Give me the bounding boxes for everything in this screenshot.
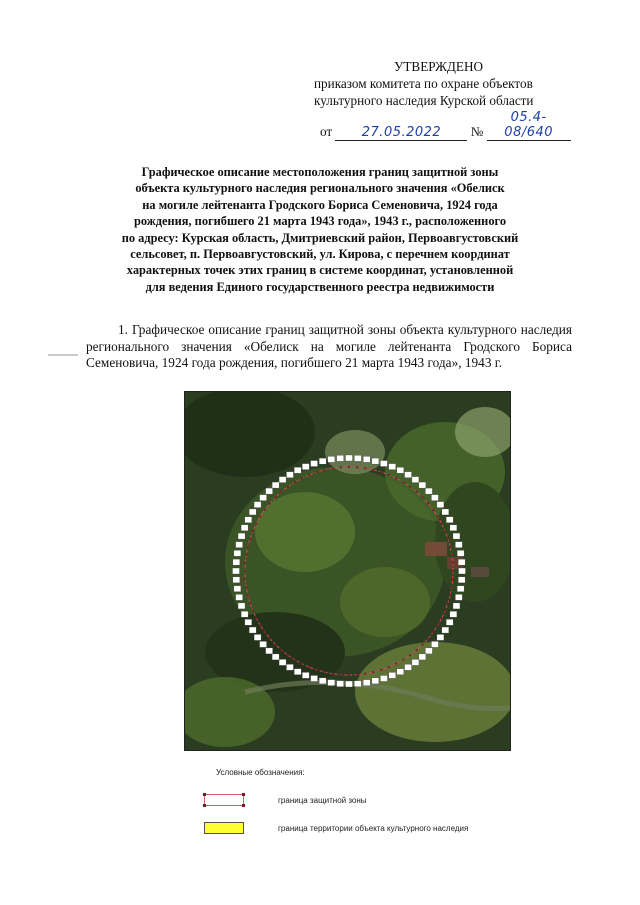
title-line: сельсовет, п. Первоавгустовский, ул. Кирова, с перечнем координат bbox=[130, 247, 510, 262]
boundary-point bbox=[451, 554, 453, 556]
point-number-label bbox=[450, 611, 457, 617]
point-number-label bbox=[363, 680, 370, 686]
approval-date-field bbox=[335, 125, 467, 141]
point-number-label bbox=[241, 525, 248, 531]
point-number-label bbox=[346, 681, 353, 687]
point-number-label bbox=[254, 634, 261, 640]
boundary-point bbox=[437, 516, 439, 518]
point-number-label bbox=[372, 458, 379, 464]
point-number-label bbox=[294, 669, 301, 675]
boundary-point bbox=[388, 474, 390, 476]
boundary-point bbox=[427, 502, 429, 504]
boundary-point bbox=[356, 674, 358, 676]
boundary-point bbox=[269, 638, 271, 640]
boundary-point bbox=[264, 509, 266, 511]
point-number-label bbox=[380, 675, 387, 681]
boundary-point bbox=[409, 654, 411, 656]
point-number-label bbox=[266, 488, 273, 494]
point-number-label bbox=[431, 495, 438, 501]
boundary-point bbox=[388, 666, 390, 668]
boundary-point bbox=[444, 530, 446, 532]
point-number-label bbox=[458, 559, 465, 565]
point-number-label bbox=[419, 654, 426, 660]
point-number-label bbox=[442, 627, 449, 633]
legend-item-heritage-territory bbox=[204, 822, 584, 836]
boundary-point bbox=[249, 538, 251, 540]
boundary-point bbox=[244, 562, 246, 564]
point-number-label bbox=[446, 517, 453, 523]
boundary-point bbox=[447, 602, 449, 604]
point-number-label bbox=[397, 669, 404, 675]
boundary-point bbox=[259, 516, 261, 518]
point-number-label bbox=[412, 477, 419, 483]
boundary-point bbox=[441, 523, 443, 525]
point-number-label bbox=[260, 495, 267, 501]
boundary-point bbox=[274, 644, 276, 646]
aerial-map bbox=[184, 391, 511, 751]
legend-label: граница территории объекта культурного наследия bbox=[278, 824, 469, 833]
title-line: по адресу: Курская область, Дмитриевский район, Первоавгустовский bbox=[121, 230, 519, 245]
point-number-label bbox=[254, 502, 261, 508]
boundary-point bbox=[294, 481, 296, 483]
point-number-label bbox=[346, 455, 353, 461]
point-number-label bbox=[354, 455, 361, 461]
boundary-point bbox=[247, 546, 249, 548]
point-number-label bbox=[294, 467, 301, 473]
point-number-label bbox=[455, 594, 462, 600]
boundary-point bbox=[301, 663, 303, 665]
boundary-point bbox=[255, 617, 257, 619]
boundary-point bbox=[316, 669, 318, 671]
boundary-point bbox=[372, 671, 374, 673]
boundary-point bbox=[245, 586, 247, 588]
point-number-label bbox=[389, 464, 396, 470]
title-line: объекта культурного наследия регионального значения «Обелиск bbox=[135, 181, 505, 196]
point-number-label bbox=[245, 517, 252, 523]
point-number-label bbox=[389, 672, 396, 678]
boundary-point bbox=[332, 467, 334, 469]
point-number-label bbox=[279, 659, 286, 665]
point-number-label bbox=[405, 664, 412, 670]
boundary-point bbox=[324, 469, 326, 471]
boundary-point bbox=[356, 466, 358, 468]
title-line: на могиле лейтенанта Гродского Бориса Семеновича, 1924 года bbox=[142, 197, 498, 212]
point-number-label bbox=[328, 680, 335, 686]
point-number-label bbox=[457, 550, 464, 556]
point-number-label bbox=[453, 533, 460, 539]
point-number-label bbox=[245, 619, 252, 625]
section-paragraph bbox=[86, 322, 572, 372]
boundary-point bbox=[451, 586, 453, 588]
title-line: рождения, погибшего 21 марта 1943 года», 1943 г., расположенного bbox=[133, 214, 507, 229]
boundary-point bbox=[427, 638, 429, 640]
boundary-point bbox=[294, 659, 296, 661]
boundary-point bbox=[402, 481, 404, 483]
document-title bbox=[60, 164, 580, 295]
boundary-point bbox=[280, 491, 282, 493]
point-number-label bbox=[450, 525, 457, 531]
point-number-label bbox=[249, 627, 256, 633]
boundary-point bbox=[308, 666, 310, 668]
point-number-label bbox=[286, 472, 293, 478]
boundary-point bbox=[247, 594, 249, 596]
point-number-label bbox=[354, 681, 361, 687]
paragraph-text: 1. Графическое описание границ защитной зоны объекта культурного наследия регионального значения «Обелиск на могиле лейтенанта Гродского Бориса Семеновича, 1924 года рождения, погибшего 21 марта 1943 года», 1943 г. bbox=[86, 322, 572, 371]
boundary-point bbox=[244, 578, 246, 580]
boundary-point bbox=[449, 546, 451, 548]
point-number-label bbox=[236, 542, 243, 548]
boundary-point bbox=[444, 610, 446, 612]
approval-number-field bbox=[487, 110, 571, 141]
boundary-point bbox=[432, 631, 434, 633]
boundary-point bbox=[416, 491, 418, 493]
boundary-point bbox=[244, 570, 246, 572]
boundary-point bbox=[422, 644, 424, 646]
point-number-label bbox=[397, 467, 404, 473]
point-number-label bbox=[442, 509, 449, 515]
point-number-label bbox=[328, 456, 335, 462]
boundary-point bbox=[409, 486, 411, 488]
boundary-point bbox=[380, 471, 382, 473]
point-number-label bbox=[272, 482, 279, 488]
point-number-label bbox=[249, 509, 256, 515]
boundary-point bbox=[441, 617, 443, 619]
point-number-label bbox=[458, 577, 465, 583]
boundary-point bbox=[372, 469, 374, 471]
boundary-point bbox=[249, 602, 251, 604]
boundary-point bbox=[364, 467, 366, 469]
point-number-label bbox=[425, 648, 432, 654]
boundary-point bbox=[348, 674, 350, 676]
point-number-label bbox=[311, 461, 318, 467]
title-line: характерных точек этих границ в системе координат, установленной bbox=[126, 263, 514, 278]
legend-title: Условные обозначения: bbox=[216, 768, 305, 777]
boundary-point bbox=[316, 471, 318, 473]
point-number-label bbox=[311, 675, 318, 681]
boundary-point bbox=[449, 594, 451, 596]
point-number-label bbox=[234, 550, 241, 556]
boundary-point bbox=[324, 671, 326, 673]
point-number-label bbox=[233, 559, 240, 565]
boundary-point bbox=[308, 474, 310, 476]
boundary-point bbox=[452, 578, 454, 580]
boundary-point bbox=[274, 496, 276, 498]
boundary-point bbox=[452, 570, 454, 572]
legend-label: граница защитной зоны bbox=[278, 796, 367, 805]
point-number-label bbox=[233, 568, 240, 574]
point-number-label bbox=[279, 477, 286, 483]
boundary-point bbox=[340, 466, 342, 468]
boundary-point bbox=[447, 538, 449, 540]
boundary-point bbox=[255, 523, 257, 525]
approval-title: УТВЕРЖДЕНО bbox=[394, 59, 484, 74]
point-number-label bbox=[337, 455, 344, 461]
boundary-point bbox=[402, 659, 404, 661]
title-line: Графическое описание местоположения границ защитной зоны bbox=[141, 165, 499, 179]
red-boundary-swatch bbox=[204, 794, 244, 806]
boundary-point bbox=[264, 631, 266, 633]
point-number-label bbox=[302, 464, 309, 470]
point-number-label bbox=[319, 458, 326, 464]
point-number-label bbox=[363, 456, 370, 462]
boundary-point bbox=[395, 477, 397, 479]
point-number-label bbox=[419, 482, 426, 488]
boundary-point bbox=[422, 496, 424, 498]
boundary-point bbox=[452, 562, 454, 564]
from-label: от bbox=[320, 124, 333, 139]
point-number-label bbox=[425, 488, 432, 494]
point-number-label bbox=[272, 654, 279, 660]
legend-item-protection-zone bbox=[204, 794, 584, 808]
boundary-point bbox=[287, 486, 289, 488]
point-number-label bbox=[238, 603, 245, 609]
boundary-point bbox=[416, 649, 418, 651]
point-number-label bbox=[302, 672, 309, 678]
boundary-point bbox=[252, 610, 254, 612]
number-label: № bbox=[470, 124, 484, 139]
boundary-point bbox=[280, 649, 282, 651]
point-number-label bbox=[457, 586, 464, 592]
point-number-label bbox=[455, 542, 462, 548]
point-number-label bbox=[286, 664, 293, 670]
yellow-fill-swatch bbox=[204, 822, 244, 834]
boundary-point bbox=[301, 477, 303, 479]
point-number-label bbox=[233, 577, 240, 583]
boundary-point bbox=[332, 673, 334, 675]
approval-line-1: приказом комитета по охране объектов bbox=[314, 76, 533, 91]
approval-date-number bbox=[320, 110, 610, 141]
boundary-point bbox=[259, 624, 261, 626]
title-line: для ведения Единого государственного реестра недвижимости bbox=[145, 279, 495, 294]
point-number-label bbox=[337, 681, 344, 687]
point-number-label bbox=[459, 568, 466, 574]
point-number-label bbox=[437, 634, 444, 640]
point-number-label bbox=[260, 641, 267, 647]
approval-number: 05.4-08/640 bbox=[504, 110, 554, 140]
point-number-label bbox=[380, 461, 387, 467]
boundary-point bbox=[432, 509, 434, 511]
margin-mark bbox=[48, 354, 78, 356]
point-number-label bbox=[405, 472, 412, 478]
boundary-point bbox=[437, 624, 439, 626]
point-number-label bbox=[437, 502, 444, 508]
approval-line-2: культурного наследия Курской области bbox=[314, 93, 534, 108]
point-number-label bbox=[236, 594, 243, 600]
point-number-label bbox=[446, 619, 453, 625]
point-number-label bbox=[412, 659, 419, 665]
point-number-label bbox=[238, 533, 245, 539]
boundary-point bbox=[395, 663, 397, 665]
boundary-point bbox=[269, 502, 271, 504]
point-number-label bbox=[241, 611, 248, 617]
boundary-point bbox=[287, 654, 289, 656]
point-number-label bbox=[431, 641, 438, 647]
boundary-point bbox=[340, 674, 342, 676]
point-number-label bbox=[234, 586, 241, 592]
point-number-label bbox=[453, 603, 460, 609]
boundary-point bbox=[364, 673, 366, 675]
boundary-point bbox=[252, 530, 254, 532]
boundary-point bbox=[380, 669, 382, 671]
boundary-point bbox=[348, 466, 350, 468]
point-number-label bbox=[266, 648, 273, 654]
point-number-label bbox=[319, 678, 326, 684]
boundary-point bbox=[245, 554, 247, 556]
aerial-map-image bbox=[185, 392, 510, 750]
point-number-label bbox=[372, 678, 379, 684]
approval-date: 27.05.2022 bbox=[361, 125, 442, 140]
